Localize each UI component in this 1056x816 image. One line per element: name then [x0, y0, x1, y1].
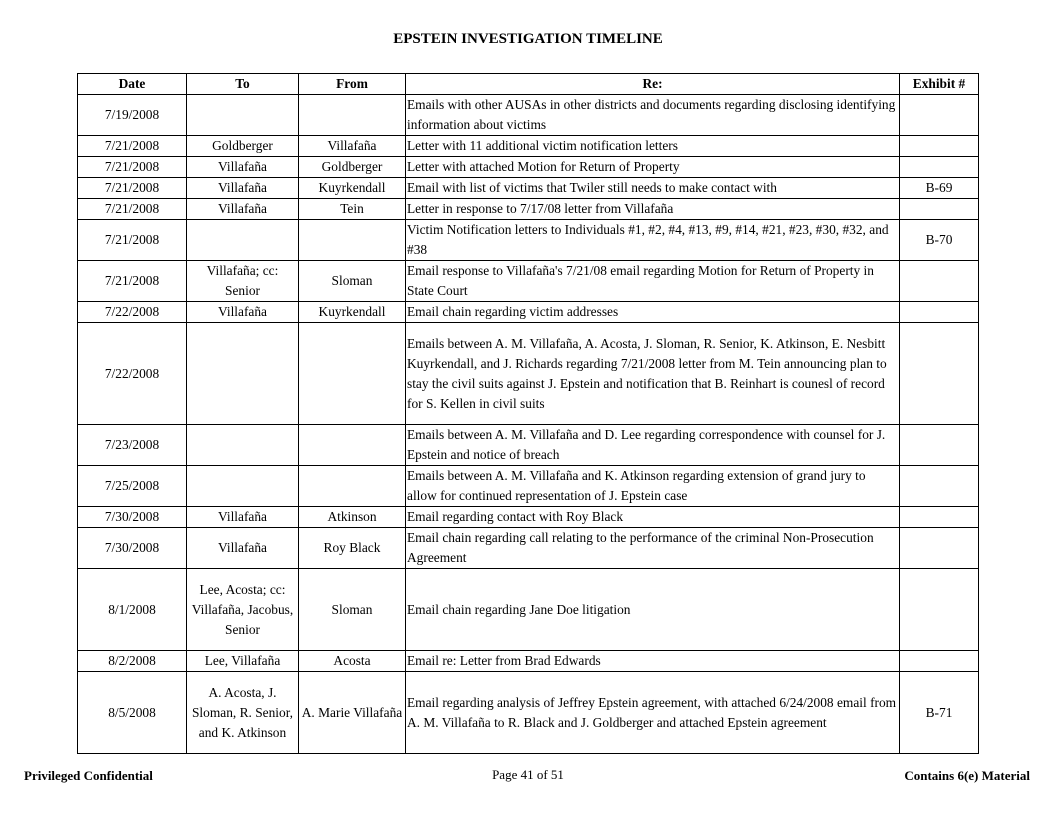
footer-6e-label: Contains 6(e) Material	[904, 768, 1030, 783]
from-cell: Kuyrkendall	[299, 302, 406, 323]
to-cell: Goldberger	[187, 136, 299, 157]
date-cell: 7/21/2008	[78, 157, 187, 178]
to-cell: Lee, Villafaña	[187, 651, 299, 672]
table-row	[78, 672, 979, 754]
from-cell: Tein	[299, 199, 406, 220]
date-cell: 8/2/2008	[78, 651, 187, 672]
date-cell: 7/25/2008	[78, 466, 187, 507]
table-row	[78, 651, 979, 672]
exhibit-cell	[900, 95, 979, 136]
to-cell: Villafaña	[187, 528, 299, 569]
exhibit-cell	[900, 136, 979, 157]
to-cell	[187, 323, 299, 425]
column-header-re: Re:	[406, 74, 900, 95]
to-cell	[187, 95, 299, 136]
re-cell: Email regarding analysis of Jeffrey Epstein agreement, with attached 6/24/2008 email from A. M. Villafaña to R. Black and J. Goldberger and attached Epstein agreement	[406, 672, 900, 754]
table-row	[78, 95, 979, 136]
exhibit-cell	[900, 199, 979, 220]
from-cell: Villafaña	[299, 136, 406, 157]
exhibit-cell: B-71	[900, 672, 979, 754]
date-cell: 8/5/2008	[78, 672, 187, 754]
re-cell: Victim Notification letters to Individuals #1, #2, #4, #13, #9, #14, #21, #23, #30, #32, and #38	[406, 220, 900, 261]
column-header-to: To	[187, 74, 299, 95]
re-cell: Email chain regarding call relating to the performance of the criminal Non-Prosecution Agreement	[406, 528, 900, 569]
date-cell: 7/21/2008	[78, 178, 187, 199]
re-cell: Letter with attached Motion for Return of Property	[406, 157, 900, 178]
exhibit-cell	[900, 323, 979, 425]
from-cell	[299, 323, 406, 425]
table-row	[78, 466, 979, 507]
from-cell	[299, 466, 406, 507]
to-cell: Villafaña	[187, 178, 299, 199]
table-row	[78, 323, 979, 425]
to-cell	[187, 425, 299, 466]
to-cell: Villafaña	[187, 157, 299, 178]
to-cell: Villafaña	[187, 199, 299, 220]
table-row	[78, 302, 979, 323]
re-cell: Email regarding contact with Roy Black	[406, 507, 900, 528]
table-row	[78, 425, 979, 466]
date-cell: 7/23/2008	[78, 425, 187, 466]
exhibit-cell	[900, 569, 979, 651]
table-row	[78, 507, 979, 528]
exhibit-cell: B-69	[900, 178, 979, 199]
table-row	[78, 528, 979, 569]
from-cell: Acosta	[299, 651, 406, 672]
to-cell: Villafaña	[187, 507, 299, 528]
re-cell: Emails with other AUSAs in other districts and documents regarding disclosing identifying information about victims	[406, 95, 900, 136]
re-cell: Email re: Letter from Brad Edwards	[406, 651, 900, 672]
date-cell: 7/19/2008	[78, 95, 187, 136]
re-cell: Email response to Villafaña's 7/21/08 email regarding Motion for Return of Property in State Court	[406, 261, 900, 302]
exhibit-cell	[900, 651, 979, 672]
from-cell	[299, 95, 406, 136]
date-cell: 7/21/2008	[78, 199, 187, 220]
from-cell	[299, 425, 406, 466]
to-cell	[187, 220, 299, 261]
from-cell: Goldberger	[299, 157, 406, 178]
column-header-exhibit: Exhibit #	[900, 74, 979, 95]
re-cell: Letter with 11 additional victim notification letters	[406, 136, 900, 157]
exhibit-cell	[900, 528, 979, 569]
table-row	[78, 178, 979, 199]
table-row	[78, 199, 979, 220]
footer-privileged-label: Privileged Confidential	[24, 768, 153, 783]
from-cell: Sloman	[299, 261, 406, 302]
table-row	[78, 569, 979, 651]
column-header-from: From	[299, 74, 406, 95]
footer-page-number: Page 41 of 51	[492, 767, 564, 782]
exhibit-cell	[900, 425, 979, 466]
from-cell	[299, 220, 406, 261]
date-cell: 7/21/2008	[78, 136, 187, 157]
re-cell: Letter in response to 7/17/08 letter from Villafaña	[406, 199, 900, 220]
exhibit-cell	[900, 302, 979, 323]
re-cell: Emails between A. M. Villafaña and D. Lee regarding correspondence with counsel for J. Epstein and notice of breach	[406, 425, 900, 466]
date-cell: 8/1/2008	[78, 569, 187, 651]
to-cell: Villafaña	[187, 302, 299, 323]
table-row	[78, 136, 979, 157]
from-cell: A. Marie Villafaña	[299, 672, 406, 754]
re-cell: Emails between A. M. Villafaña and K. Atkinson regarding extension of grand jury to allow for continued representation of J. Epstein case	[406, 466, 900, 507]
table-row	[78, 157, 979, 178]
re-cell: Email with list of victims that Twiler still needs to make contact with	[406, 178, 900, 199]
exhibit-cell: B-70	[900, 220, 979, 261]
to-cell: Lee, Acosta; cc: Villafaña, Jacobus, Senior	[187, 569, 299, 651]
date-cell: 7/21/2008	[78, 220, 187, 261]
table-row	[78, 261, 979, 302]
date-cell: 7/30/2008	[78, 507, 187, 528]
exhibit-cell	[900, 466, 979, 507]
to-cell: Villafaña; cc: Senior	[187, 261, 299, 302]
document-title: EPSTEIN INVESTIGATION TIMELINE	[393, 31, 663, 47]
re-cell: Email chain regarding Jane Doe litigation	[406, 569, 900, 651]
to-cell	[187, 466, 299, 507]
timeline-table	[77, 73, 979, 754]
date-cell: 7/22/2008	[78, 323, 187, 425]
from-cell: Kuyrkendall	[299, 178, 406, 199]
from-cell: Roy Black	[299, 528, 406, 569]
date-cell: 7/22/2008	[78, 302, 187, 323]
date-cell: 7/30/2008	[78, 528, 187, 569]
from-cell: Sloman	[299, 569, 406, 651]
date-cell: 7/21/2008	[78, 261, 187, 302]
table-row	[78, 220, 979, 261]
exhibit-cell	[900, 507, 979, 528]
exhibit-cell	[900, 261, 979, 302]
re-cell: Email chain regarding victim addresses	[406, 302, 900, 323]
exhibit-cell	[900, 157, 979, 178]
from-cell: Atkinson	[299, 507, 406, 528]
re-cell: Emails between A. M. Villafaña, A. Acosta, J. Sloman, R. Senior, K. Atkinson, E. Nesbitt Kuyrkendall, and J. Richards regarding 7/21/2008 letter from M. Tein announcing plan to stay the civil suits against J. Epstein and notification that B. Reinhart is counesl of record for S. Kellen in civil suits	[406, 323, 900, 425]
column-header-date: Date	[78, 74, 187, 95]
header-row	[78, 74, 979, 95]
to-cell: A. Acosta, J. Sloman, R. Senior, and K. Atkinson	[187, 672, 299, 754]
